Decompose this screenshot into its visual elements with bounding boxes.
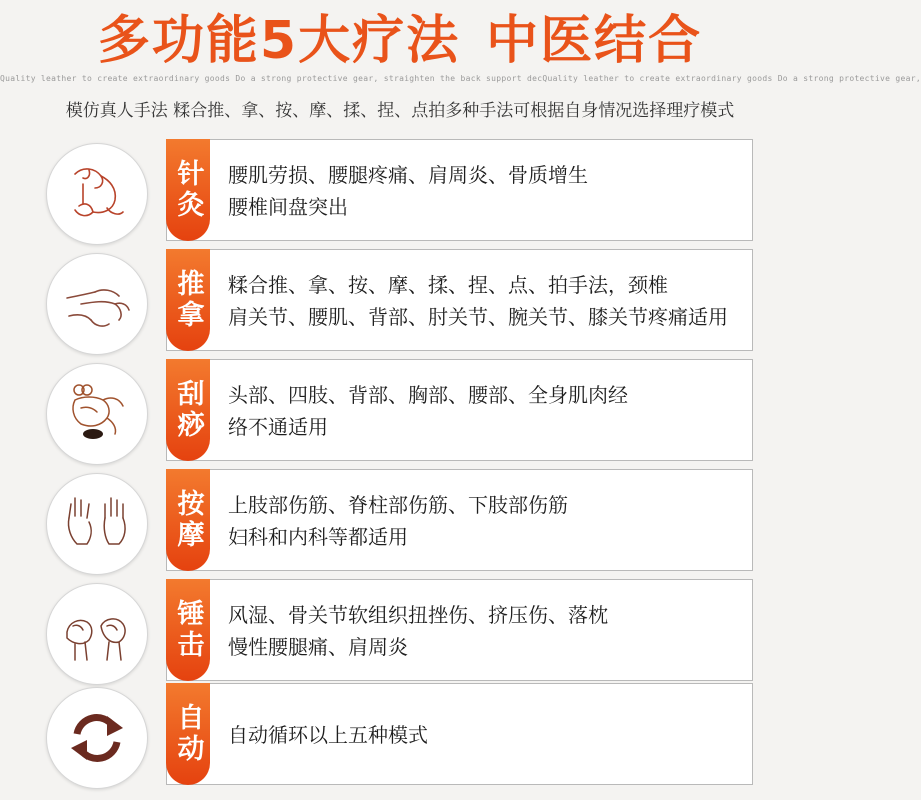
page-title xyxy=(0,8,800,74)
mode-description xyxy=(228,363,748,459)
scraping-icon xyxy=(46,363,148,465)
mode-row-massage xyxy=(0,253,800,353)
mode-description xyxy=(228,583,748,679)
mode-row-scraping xyxy=(0,363,800,463)
mode-tag: 按摩 xyxy=(166,469,210,571)
mode-tag: 锤击 xyxy=(166,579,210,681)
mode-description xyxy=(228,143,748,239)
mode-tag: 自动 xyxy=(166,683,210,785)
mode-tag: 推拿 xyxy=(166,249,210,351)
description-line: 上肢部伤筋、脊柱部伤筋、下肢部伤筋 xyxy=(228,493,568,517)
description-line: 风湿、骨关节软组织扭挫伤、挤压伤、落枕 xyxy=(228,603,608,627)
cycle-arrows-icon xyxy=(46,687,148,789)
title-part1: 多功能5大疗法 xyxy=(97,11,461,71)
subtitle: 模仿真人手法 糅合推、拿、按、摩、揉、捏、点拍多种手法可根据自身情况选择理疗模式 xyxy=(65,101,735,121)
mode-row-auto xyxy=(0,687,800,787)
description-line: 头部、四肢、背部、胸部、腰部、全身肌肉经 xyxy=(228,383,628,407)
mode-row-tapping xyxy=(0,583,800,683)
description-line: 慢性腰腿痛、肩周炎 xyxy=(228,635,408,659)
mode-description xyxy=(228,473,748,569)
tagline: Quality leather to create extraordinary goods Do a strong protective gear, straighten the back support decQuality leather to create extraordinary goods Do a strong protective gear, xyxy=(0,74,921,83)
description-line: 肩关节、腰肌、背部、肘关节、腕关节、膝关节疼痛适用 xyxy=(228,305,728,329)
description-line: 自动循环以上五种模式 xyxy=(228,723,428,747)
mode-row-acupuncture xyxy=(0,143,800,243)
mode-tag: 刮痧 xyxy=(166,359,210,461)
massage-hand-icon xyxy=(46,253,148,355)
fists-icon xyxy=(46,583,148,685)
palms-icon xyxy=(46,473,148,575)
description-line: 妇科和内科等都适用 xyxy=(228,525,408,549)
mode-tag: 针灸 xyxy=(166,139,210,241)
mode-row-press xyxy=(0,473,800,573)
mode-description xyxy=(228,253,748,349)
mode-description xyxy=(228,687,748,783)
acupuncture-hand-icon xyxy=(46,143,148,245)
description-line: 腰肌劳损、腰腿疼痛、肩周炎、骨质增生 xyxy=(228,163,588,187)
description-line: 络不通适用 xyxy=(228,415,328,439)
title-part2: 中医结合 xyxy=(486,11,703,71)
description-line: 糅合推、拿、按、摩、揉、捏、点、拍手法，颈椎 xyxy=(228,273,668,297)
description-line: 腰椎间盘突出 xyxy=(228,195,348,219)
